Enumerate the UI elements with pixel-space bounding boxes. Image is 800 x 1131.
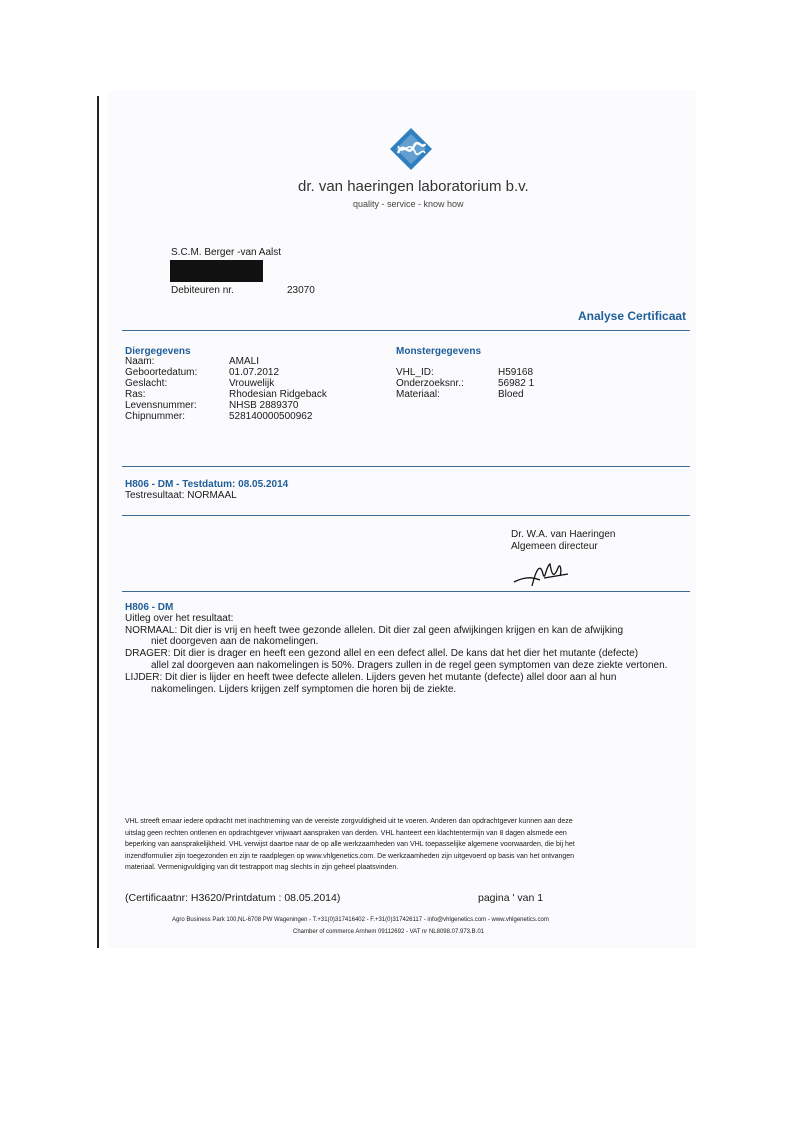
debtor-number: 23070 (287, 285, 315, 296)
certificate-number: (Certificaatnr: H3620/Printdatum : 08.05.2014) (125, 892, 341, 904)
animal-label: Levensnummer: (125, 400, 197, 411)
animal-label: Ras: (125, 389, 146, 400)
signatory-name: Dr. W.A. van Haeringen (511, 529, 616, 540)
animal-values (229, 356, 327, 422)
recipient-name: S.C.M. Berger -van Aalst (171, 247, 282, 258)
explanation-drager-cont: allel zal doorgeven aan nakomelingen is 50%. Dragers zullen in de regel geen symptomen van deze ziekte vertonen. (151, 660, 668, 671)
sample-label: Materiaal: (396, 389, 440, 400)
animal-value: 528140000500962 (229, 411, 313, 422)
divider (122, 591, 690, 592)
footer-registration: Chamber of commerce Arnhem 09112692 - VAT nr NL8098.07.973.B.01 (293, 929, 484, 935)
explanation-intro: Uitleg over het resultaat: (125, 613, 234, 624)
divider (122, 466, 690, 467)
animal-value: Rhodesian Ridgeback (229, 389, 327, 400)
explanation-heading: H806 - DM (125, 602, 174, 613)
disclaimer-line: beperking van aansprakelijkheid. VHL verwijst daartoe naar de op alle werkzaamheden van VHL toepasselijke algemene voorwaarden, die bij het (125, 841, 575, 848)
test-result: Testresultaat: NORMAAL (125, 490, 237, 501)
animal-label: Chipnummer: (125, 411, 186, 422)
sample-values (498, 367, 534, 400)
disclaimer-line: VHL streeft ernaar iedere opdracht met inachtneming van de vereiste zorgvuldigheid uit te voeren. Anderen dan opdrachtgever kunnen aan deze (125, 818, 573, 825)
company-name: dr. van haeringen laboratorium b.v. (298, 178, 529, 195)
divider (122, 330, 690, 331)
animal-value: Vrouwelijk (229, 378, 275, 389)
explanation-normaal: NORMAAL: Dit dier is vrij en heeft twee gezonde allelen. Dit dier zal geen afwijkingen krijgen en kan de afwijking (125, 625, 624, 636)
animal-heading: Diergegevens (125, 346, 191, 357)
sample-value: H59168 (498, 367, 534, 378)
animal-value: 01.07.2012 (229, 367, 280, 378)
test-heading: H806 - DM - Testdatum: 08.05.2014 (125, 479, 289, 490)
animal-label: Geboortedatum: (125, 367, 198, 378)
sample-label: VHL_ID: (396, 367, 434, 378)
disclaimer-line: uitslag geen rechten ontlenen en opdrachtgever vrijwaart aanspraken van derden. VHL hanteert een klachtentermijn van 8 dagen alsmede een (125, 829, 567, 837)
animal-labels (125, 356, 197, 422)
divider (122, 515, 690, 516)
signature-icon (510, 556, 572, 590)
animal-value: NHSB 2889370 (229, 400, 299, 411)
disclaimer (125, 816, 575, 874)
binder-margin-line (97, 96, 99, 948)
redacted-address (170, 260, 263, 282)
animal-label: Geslacht: (125, 378, 168, 389)
explanation-lijder-cont: nakomelingen. Lijders krijgen zelf symptomen die horen bij de ziekte. (151, 684, 457, 695)
pagination: pagina ' van 1 (478, 892, 544, 904)
document-title: Analyse Certificaat (578, 309, 687, 323)
dna-diamond-logo-icon (388, 126, 434, 172)
disclaimer-line: materiaal. Vermenigvuldiging van dit testrapport mag slechts in zijn geheel plaatsvinden. (125, 864, 399, 871)
sample-value: Bloed (498, 389, 524, 400)
explanation-normaal-cont: niet doorgeven aan de nakomelingen. (151, 636, 319, 647)
explanation-drager: DRAGER: Dit dier is drager en heeft een gezond allel en een defect allel. De kans dat het dier het mutante (defecte) (125, 648, 639, 659)
animal-value: AMALI (229, 356, 260, 367)
sample-value: 56982 1 (498, 378, 535, 389)
sample-label: Onderzoeksnr.: (396, 378, 464, 389)
company-tagline: quality - service - know how (353, 199, 464, 209)
disclaimer-line: inzendformulier zijn toegezonden en zijn te raadplegen op www.vhlgenetics.com. De werkzaamheden zijn uitgevoerd op basis van het ontvangen (125, 852, 575, 860)
signatory-title: Algemeen directeur (511, 541, 598, 552)
footer-address: Agro Business Park 100,NL-6708 PW Wageningen - T.+31(0)317416402 - F.+31(0)317426117 - info@vhlgenetics.com - www.vhlgenetics.com (172, 917, 549, 923)
animal-label: Naam: (125, 356, 155, 367)
debtor-label: Debiteuren nr. (171, 285, 234, 296)
sample-labels (396, 367, 464, 400)
sample-heading: Monstergegevens (396, 346, 482, 357)
explanation-lijder: LIJDER: Dit dier is lijder en heeft twee defecte allelen. Lijders geven het mutante (defecte) allel door aan al hun (125, 672, 617, 683)
